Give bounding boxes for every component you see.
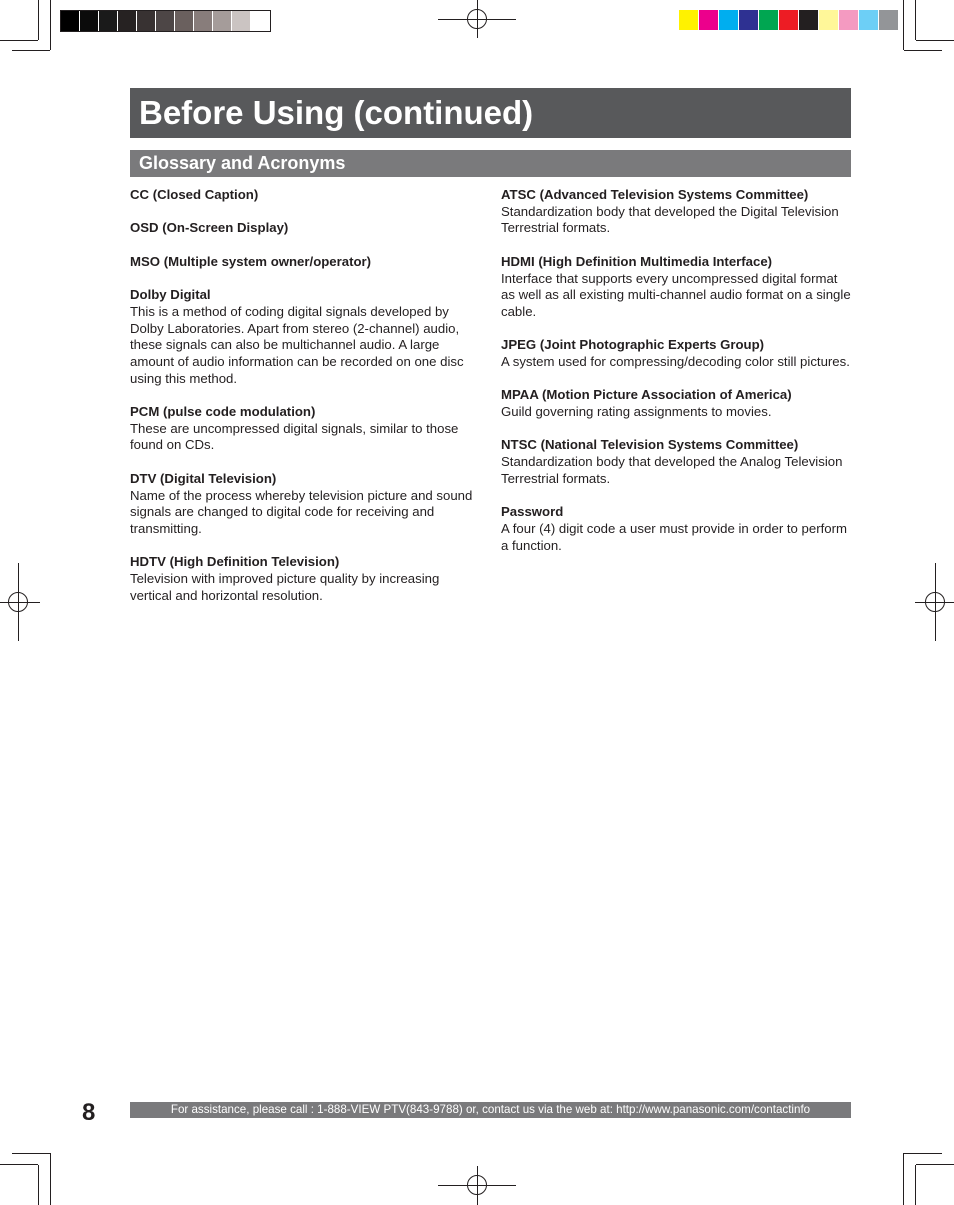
page-number: 8	[82, 1099, 96, 1126]
glossary-definition: Standardization body that developed the Digital Television Terrestrial formats.	[501, 203, 839, 236]
color-swatch	[679, 10, 698, 30]
glossary-definition: Name of the process whereby television picture and sound signals are changed to digital code for receiving and transmitting.	[130, 487, 473, 536]
glossary-term: HDMI (High Definition Multimedia Interface)	[501, 253, 773, 269]
color-swatch	[232, 11, 251, 31]
color-swatch	[137, 11, 156, 31]
color-swatch	[699, 10, 718, 30]
color-swatch	[859, 10, 878, 30]
glossary-term: OSD (On-Screen Display)	[130, 220, 289, 236]
section-heading: Glossary and Acronyms	[139, 153, 346, 173]
glossary-term: Dolby Digital	[130, 287, 211, 303]
glossary-term: JPEG (Joint Photographic Experts Group)	[501, 337, 765, 353]
glossary-definition: Standardization body that developed the Analog Television Terrestrial formats.	[501, 454, 843, 486]
color-swatch	[194, 11, 213, 31]
glossary-entry	[130, 220, 480, 237]
color-swatch	[156, 11, 175, 31]
glossary-term: DTV (Digital Television)	[130, 470, 277, 486]
glossary-term: ATSC (Advanced Television Systems Committee)	[501, 187, 809, 202]
color-swatch	[80, 11, 99, 31]
color-swatch	[719, 10, 738, 30]
glossary-entry	[130, 404, 480, 454]
process-color-bar	[679, 10, 899, 30]
glossary-term: Password	[501, 504, 564, 520]
glossary-entry	[501, 504, 851, 554]
glossary-term: CC (Closed Caption)	[130, 187, 259, 202]
color-swatch	[251, 11, 270, 31]
grayscale-color-bar	[60, 10, 271, 32]
color-swatch	[61, 11, 80, 31]
glossary-definition: This is a method of coding digital signals developed by Dolby Laboratories. Apart from stereo (2-channel) audio, these signals can also be multichannel audio. A large amount of audio information can be recorded on one disc using this method.	[130, 303, 464, 386]
page-title-bar	[130, 88, 851, 138]
glossary-definition: Television with improved picture quality by increasing vertical and horizontal resolution.	[130, 571, 440, 603]
glossary-definition: Guild governing rating assignments to movies.	[501, 404, 772, 420]
glossary-right-column	[501, 187, 851, 571]
glossary-definition: These are uncompressed digital signals, similar to those found on CDs.	[130, 420, 459, 453]
color-swatch	[175, 11, 194, 31]
color-swatch	[819, 10, 838, 30]
glossary-entry	[501, 437, 851, 487]
assistance-footer: For assistance, please call : 1-888-VIEW PTV(843-9788) or, contact us via the web at: http://www.panasonic.com/contactinfo	[130, 1102, 851, 1118]
glossary-entry	[130, 287, 480, 387]
color-swatch	[118, 11, 137, 31]
glossary-entry	[501, 254, 851, 321]
glossary-entry	[501, 337, 851, 370]
color-swatch	[879, 10, 898, 30]
page-title: Before Using (continued)	[139, 94, 534, 131]
color-swatch	[739, 10, 758, 30]
color-swatch	[839, 10, 858, 30]
color-swatch	[99, 11, 118, 31]
glossary-definition: Interface that supports every uncompressed digital format as well as all existing multi-channel audio format on a single cable.	[501, 270, 851, 319]
glossary-entry	[130, 554, 480, 604]
glossary-entry	[130, 187, 480, 204]
glossary-term: MSO (Multiple system owner/operator)	[130, 253, 372, 269]
glossary-entry	[501, 187, 851, 237]
glossary-term: NTSC (National Television Systems Committee)	[501, 437, 799, 453]
glossary-term: PCM (pulse code modulation)	[130, 404, 316, 420]
color-swatch	[799, 10, 818, 30]
glossary-definition: A four (4) digit code a user must provide in order to perform a function.	[501, 520, 847, 553]
glossary-entry	[130, 471, 480, 538]
glossary-term: MPAA (Motion Picture Association of America)	[501, 387, 792, 403]
glossary-definition: A system used for compressing/decoding color still pictures.	[501, 354, 850, 369]
glossary-entry	[130, 254, 480, 271]
section-heading-bar	[130, 150, 851, 177]
glossary-left-column	[130, 187, 480, 621]
glossary-entry	[501, 387, 851, 420]
color-swatch	[213, 11, 232, 31]
color-swatch	[759, 10, 778, 30]
color-swatch	[779, 10, 798, 30]
glossary-term: HDTV (High Definition Television)	[130, 554, 340, 570]
